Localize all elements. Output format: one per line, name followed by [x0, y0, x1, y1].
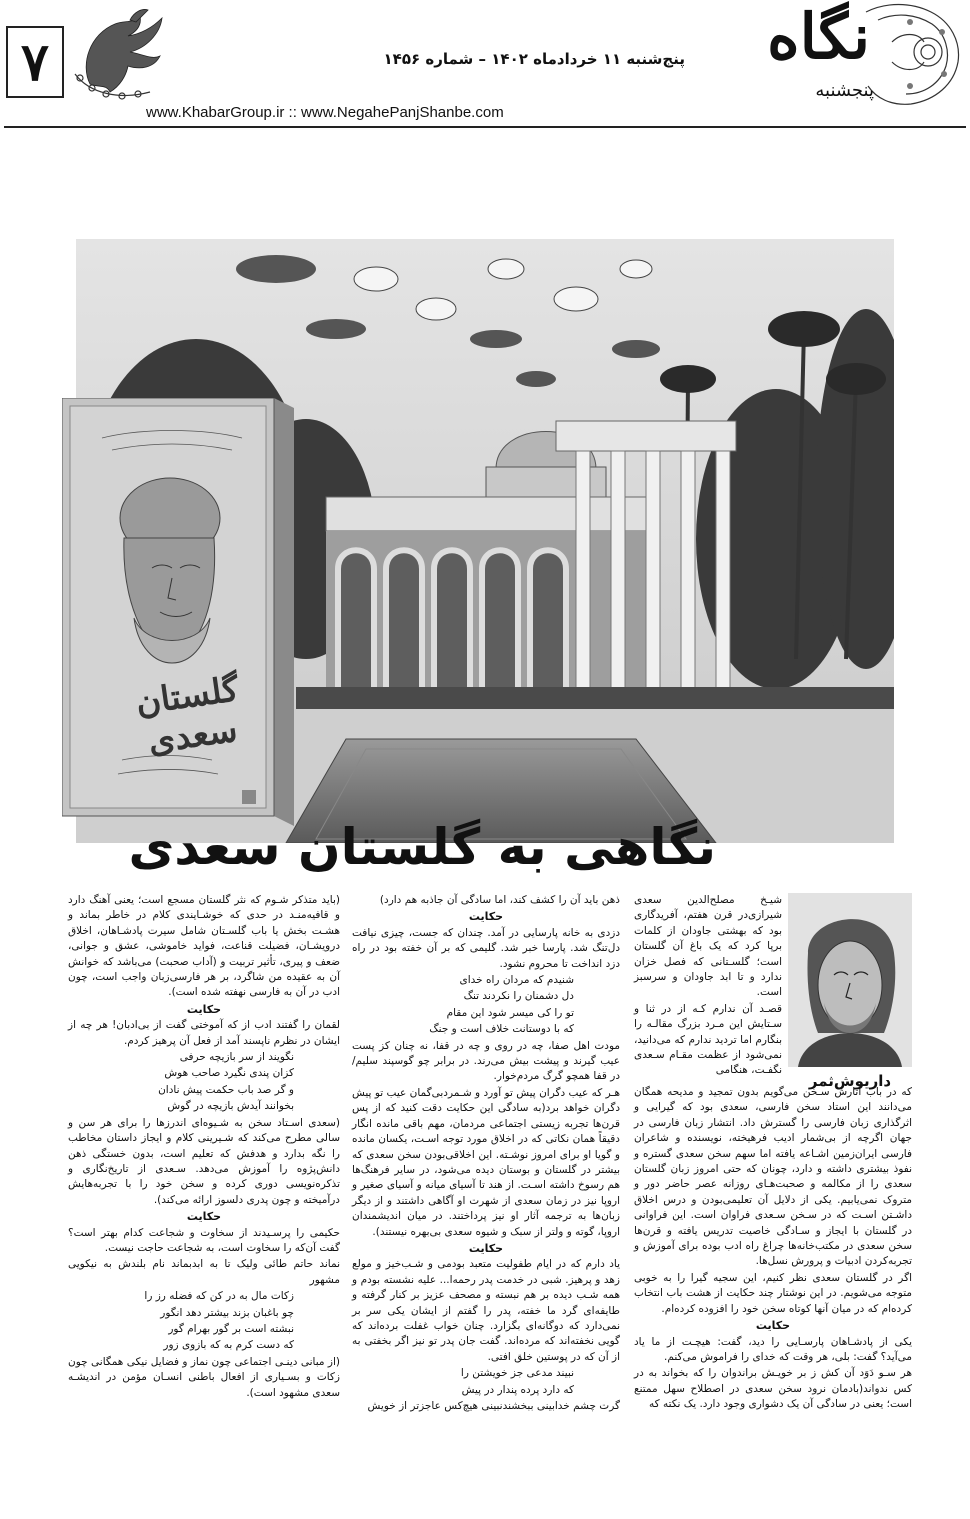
page-header: [0, 0, 970, 128]
masthead-title: نگاه: [767, 0, 870, 73]
verse-line: نبشته است بر گور بهرام گور: [168, 1322, 294, 1335]
author-portrait: [788, 893, 912, 1067]
verse-line: نبیند مدعی جز خویشتن را: [460, 1367, 574, 1380]
header-rule: [4, 126, 966, 128]
book-cover-title: گلستان سعدی: [133, 669, 242, 762]
paragraph: یاد دارم که در ایام طفولیت متعبد بودمی و شـب‌خیز و مولع زهد و پرهیز. شبی در خدمت پدر رحمه‌ا... علیه نشسته بودم و همه شـب دیده بر هم نبسته و مصحف عزیز بر کنار گرفته و طایفه‌ای گرد ما خفته، پدر را گفتم از ایشان یکی سر بر نمی‌دارد که دوگانه‌ای بگزارد. چنان خواب غفلت برده‌اند که گویی نخفته‌اند که مرده‌اند. گفت جان پدر تو نیز اگر بخفتی به از آن که در پوستین خلق افتی.: [352, 1258, 620, 1363]
verse-line: چو باغبان بزند بیشتر دهد انگور: [160, 1306, 294, 1319]
verse-line: کزان پندی نگیرد صاحب هوش: [164, 1067, 294, 1080]
paragraph: (باید متذکر شـوم که نثر گلستان مسجع است؛ یعنی آهنگ دارد و قافیه‌منـد در حدی که خوشـایندی کلام در خاطر بماند و هشـت بخش یا باب گلسـتان شامل سیرت پادشـاهان، اخلاق درویشـان، فضیلت قناعت، فواید خاموشی، عشق و جوانی، ضعف و پیری، تأثیر تربیت و (آداب صحبت) می‌باشد که خوانش آن به عقیده من شاگرد، بر هر فارسی‌زبان واجب است، چون ادب در آن به فارسی نهفته شده است).: [68, 894, 340, 999]
verse-line: که با دوستانت خلاف است و جنگ: [429, 1023, 574, 1036]
paragraph: اگر در گلستان سعدی نظر کنیم، این سجیه گیرا را به خوبی متوجه می‌شویم. در این نوشتار چند حکایت از هشت باب انتخاب کرده‌ام که در میان آنها کوتاه سخن خود را افزوده کرده‌ام.: [634, 1271, 912, 1315]
page-number: ۷: [6, 26, 64, 98]
column-1-body: [634, 1085, 912, 1414]
paragraph: (از مبانی دینـی اجتماعی چون نماز و فضایل نیکی همگانی چون زکات و بسـیاری از افعال باطنی انسـان مؤمن در اندیشـه سعدی مشهود است).: [68, 1355, 340, 1399]
issue-date-line: پنج‌شنبه ۱۱ خردادماه ۱۴۰۲ – شماره ۱۴۵۶: [383, 50, 685, 68]
author-name: داریوش‌ثمر: [808, 1072, 892, 1090]
paragraph: ذهن باید آن را کشف کند، اما سادگی آن جاذبه هم دارد): [379, 894, 620, 906]
phoenix-emblem-icon: [70, 4, 170, 100]
verse-line: که دارد پرده پندار در پیش: [461, 1383, 574, 1396]
paragraph: لقمان را گفتند ادب از که آموختی گفت از بی‌ادبان! هر چه از ایشان در نظرم ناپسند آمد از فعل آن پرهیز کردم.: [68, 1019, 340, 1047]
paragraph: شیـخ مصلح‌الدین سعدی شیرازی‌در قرن هفتم، آفریدگاری بود که بهشتی جاودان از کلمات برپا کرد که یک باغ آن گلستان است؛ گلسـتانی که فصل خزان ندارد و تا ابد جاودان و سرسبز است.: [634, 894, 782, 999]
paragraph: هـر که عیب دگران پیش تو آورد و شـمردبی‌گمان عیب تو پیش دگران خواهد برد(به سادگی این حکایت دقت کنید که از پس قرن‌ها تجربه زیستی اجتماعی مردمان، مهم باقی مانده انگار دقیقاً همان نکاتی که در اخلاق مورد توجه اسـت، یکسان مانده و گویا او برای امروز نوشـته. این اخلاقی‌بودن سخن سعدی که بیشتر در گلستان و بوستان دیده می‌شود، در سایر فرهنگ‌ها هم رسوخ داشته اسـت. از هند تا آسیای میانه و آسیای صغیر و اروپا نیز در زمان سعدی از شهرت او آگاهی داشتند و از دیگر زبان‌ها به ترجمه آثار او نیز پرداختند. در میان اندیشمندان اروپا، گوته و ولتر از سبک و شیوه سعدی بی‌بهره نیستند).: [352, 1086, 620, 1238]
verse-line: که دست کرم به که بازوی زور: [163, 1339, 294, 1352]
verse-line: دل دشمنان را نکردند تنگ: [463, 990, 574, 1003]
column-1-intro: [634, 893, 782, 1080]
verse-line: شنیدم که مردان راه خدای: [459, 974, 574, 987]
paragraph: که در باب آثارش سـخن می‌گویم بدون تمجید و مدیحه همگان می‌دانند این استاد سخن فارسی، سعدی بود که گیرایی و اثرگذاری زبان فارسی را گسترش داد. انتشار زبان فارسی در جهان اگرچه از بی‌شمار ادیب فرهیخته، نویسنده و شاعران فارسی ایران‌زمین اشـاعه یافته اما سهم سخن سعدی گستره و نفوذ بیشتری داشته و دارد، چونان که حتی امروز زبان گلستان سعدی را از مکالمه و صحبت‌هـای روزانه عصر حاضر دور و متروک نمی‌یابیم. یکی از دلایل آن تعلیمی‌بودن و درس اخلاق داشـتن اسـت که در سـخن سـعدی فراوان است. این فراوانی در گلستان با ایجاز و سـادگی خاصیت تدریس یافته و قرن‌ها سخن سعدی در مکتب‌خانه‌ها چراغ راه ادب بوده برای آموزش و تجربه‌کردن ادبیات و پرورش نسل‌ها.: [634, 1086, 912, 1268]
paragraph: نماند حاتم طائی ولیک تا به ابدبماند نام بلندش به نیکویی مشهور: [68, 1258, 340, 1286]
paragraph: (سعدی اسـتاد سخن به شـیوه‌ای اندرزها را برای هر سن و سالی مطرح می‌کند که شـیرینی کلام و ایجاز داستان مخاطب را نگه بدارد و هدفش که تعلیم است، بدون خستگی ذهن دانش‌پژوه را آموزش می‌دهد. سـعدی از تاریخ‌نگاری و تذکره‌نویسی دوری کرده و سخن خود را با تجربه‌هایش درآمیخته و چون پدری دلسوز ارائه می‌کند).: [68, 1116, 340, 1206]
story-heading: حکایت: [755, 1319, 791, 1333]
paragraph: حکیمی را پرسـیدند از سخاوت و شجاعت کدام بهتر است؟ گفت آن‌که را سخاوت است، به شجاعت حاجت نیست.: [68, 1226, 340, 1254]
verse-line: و گر صد باب حکمت پیش نادان: [158, 1083, 294, 1096]
story-heading: حکایت: [186, 1210, 222, 1224]
story-heading: حکایت: [186, 1002, 222, 1016]
story-heading: حکایت: [468, 1241, 504, 1255]
column-2: [352, 893, 620, 1415]
article-headline: نگاهی به گلستان سعدی: [128, 818, 716, 876]
paragraph: هر سـو دَوَد آن کش ز بر خویـش براندوان را که بخواند به در کس ندواند(بادمان نرود سخن سعدی در اصطلاح سهل ممتنع است؛ یعنی در سادگی آن یک دشواری وجود دارد. یک نکته که: [634, 1367, 912, 1411]
paragraph: دزدی به خانه پارسایی در آمد. چندان که جست، چیزی نیافت دل‌تنگ شد. پارسا خبر شد. گلیمی که بر آن خفته بود در راه دزد انداخت تا محروم نشود.: [352, 926, 620, 970]
paragraph: یکی از پادشـاهان پارسـایی را دید، گفت: هیچـت از ما یاد می‌آید؟ گفت: بلی، هر وقت که خدای را فراموش می‌کنم.: [634, 1335, 912, 1363]
paragraph: مودت اهل صفا، چه در روی و چه در قفا، نه چنان کز پست عیب گیرند و پیشت بیش می‌رند. در برابر چو گوسپند سلیم/ در قفا همچو گرگ مردم‌خوار.: [352, 1039, 620, 1083]
column-3: [68, 893, 340, 1402]
website-links: www.KhabarGroup.ir :: www.NegahePanjShanbe.com: [146, 104, 504, 121]
story-heading: حکایت: [468, 910, 504, 924]
verse-line: زکات مال به در کن که فضله رز را: [144, 1290, 294, 1303]
verse-line: بخوانند آیدش بازیچه در گوش: [167, 1100, 294, 1113]
masthead-subtitle: پنجشنبه: [815, 80, 874, 101]
paragraph: قصـد آن ندارم کـه از در ثنا و سـتایش این مـرد بزرگ مقالـه را بنگارم اما تردید ندارم که می‌دانید، نمی‌شود از عظمت مقـام سـعدی نگفـت، هنگامی: [634, 1002, 782, 1077]
verse-line: گرت چشم خدابینی ببخشندنبینی هیچ‌کس عاجزتر از خویش: [367, 1400, 620, 1412]
verse-line: تو را کی میسر شود این مقام: [446, 1006, 574, 1019]
golestan-book-cover: [62, 398, 294, 826]
verse-line: نگویند از سر بازیچه حرفی: [179, 1051, 294, 1064]
